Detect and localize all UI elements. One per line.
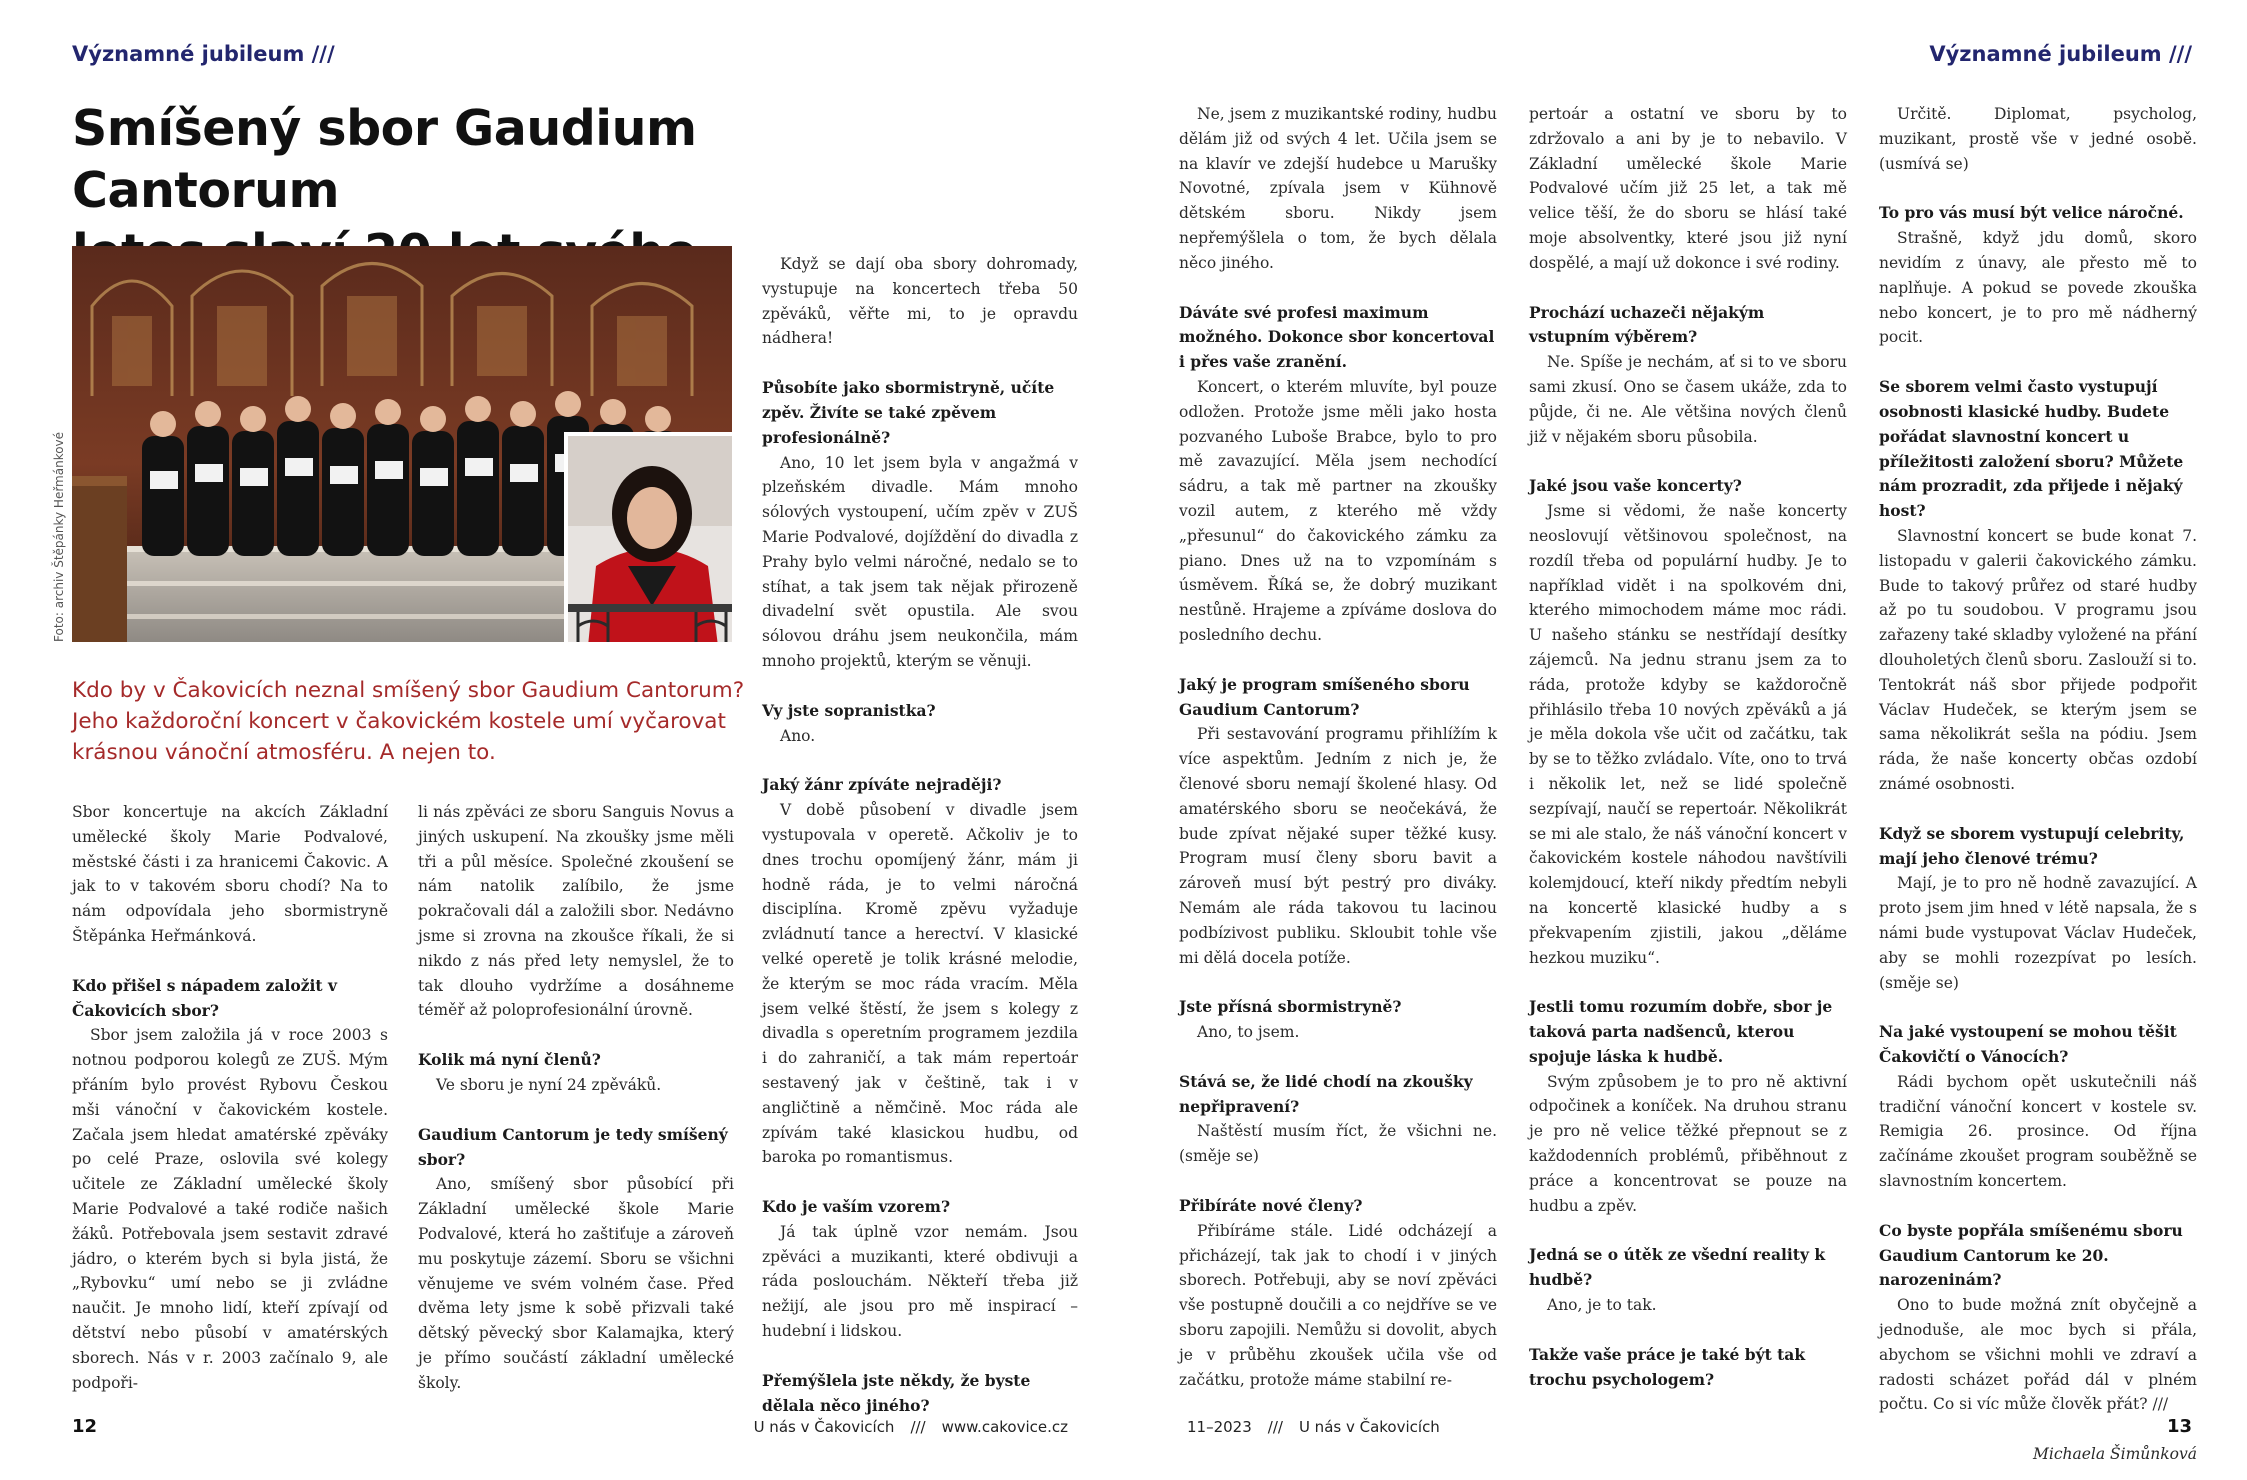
author-signature: Michaela Šimůnková <box>2033 1445 2197 1464</box>
footer-issue: 11–2023 <box>1187 1418 1252 1436</box>
interview-paragraph: Slavnostní koncert se bude konat 7. listopadu v galerii čakovického zámku. Bude to takový průřez od staré hudby až po tu soudobou. V programu jsou zařazeny také skladby vyložené na přání dlouholetých členů sboru. Zaslouží si to. Tentokrát náš sbor přijede podpořit Václav Hudeček, se kterým jsem se sama několikrát sešla na pódiu. Jsem ráda, že naše koncerty občas ozdobí známé osobnosti. <box>1879 526 2197 793</box>
interview-question: Jste přísná sbormistryně? <box>1179 997 1402 1017</box>
interview-paragraph: Strašně, když jdu domů, skoro nevidím z únavy, ale přesto mě to naplňuje. A pokud se povede zkouška nebo koncert, je to pro mě nádherný pocit. <box>1879 229 2197 347</box>
interview-paragraph: Ano, 10 let jsem byla v angažmá v plzeňském divadle. Mám mnoho sólových vystoupení, učím zpěv v ZUŠ Marie Podvalové, dojíždění do divadla z Prahy bylo velmi náročné, nedalo se to stíhat, a tak jsem tak nějak přirozeně divadelní svět opustila. Ale svou sólovou dráhu jsem neukončila, mám mnoho projektů, kterým se věnuji. <box>762 453 1078 670</box>
conductor-portrait <box>564 432 732 642</box>
footer-right <box>1179 1418 1448 1436</box>
interview-question: Kolik má nyní členů? <box>418 1050 601 1070</box>
interview-question: Působíte jako sbormistryně, učíte zpěv. Živíte se také zpěvem profesionálně? <box>762 378 1055 447</box>
text-column-4 <box>1179 102 1497 1392</box>
interview-question: Jedná se o útěk ze všední reality k hudbě? <box>1529 1245 1826 1290</box>
interview-question: Co byste popřála smíšenému sboru Gaudium Cantorum ke 20. narozeninám? <box>1879 1220 2183 1290</box>
text-column-5 <box>1529 102 1847 1392</box>
conductor-portrait-illustration <box>568 436 732 642</box>
interview-question: Takže vaše práce je také být tak trochu psychologem? <box>1529 1344 1806 1389</box>
footer-separator-left: /// <box>910 1418 926 1436</box>
interview-paragraph: Ve sboru je nyní 24 zpěváků. <box>436 1075 662 1094</box>
interview-paragraph: Při sestavování programu přihlížím k více aspektům. Jedním z nich je, že členové sboru nemají školené hlasy. Od amatérského sboru se neočekává, že bude zpívat nějaké super těžké kusy. Program musí členy sboru bavit a zároveň musí být pestrý pro diváky. Nemám ale ráda takovou tu lacinou podbízivost publiku. Skloubit tohle vše mi dělá docela potíže. <box>1179 725 1497 967</box>
interview-paragraph: V době působení v divadle jsem vystupovala v operetě. Ačkoliv je to dnes trochu opomíjený žánr, mám ji hodně ráda, je to velmi náročná disciplína. Kromě zpěvu vyžaduje zvládnutí tance a herectví. V klasické velké operetě je tolik krásné melodie, že kterým se moc ráda vracím. Měla jsem velké štěstí, že jsem s kolegy z divadla s operetním programem jezdila i do zahraničí, a tak mám repertoár sestavený jak v češtině, tak i v angličtině a němčině. Moc ráda ale zpívám také klasickou hudbu, od baroka po romantismus. <box>762 801 1078 1167</box>
interview-question: Stává se, že lidé chodí na zkoušky nepřipravení? <box>1179 1071 1473 1116</box>
page-number-left: 12 <box>72 1416 98 1437</box>
interview-paragraph: Ne, jsem z muzikantské rodiny, hudbu dělám již od svých 4 let. Učila jsem se na klavír ve zdejší hudebce u Marušky Novotné, zpívala jsem v Kühnově dětském sboru. Nikdy jsem nepřemýšlela o tom, že bych dělala něco jiného. <box>1179 105 1497 272</box>
interview-paragraph: Jsme si vědomi, že naše koncerty neoslovují většinovou společnost, na rozdíl třeba od populární hudby. Je to například vidět i na spolkovém dni, kterého mimochodem máme moc rádi. U našeho stánku se nestřídají desítky zájemců. Na jednu stranu jsem za to ráda, protože kdyby se každoročně přihlásilo třeba 10 nových zpěváků a já je měla dokola vše učit od začátku, tak by se to těžko zvládalo. Víte, ono to trvá i několik let, než se lidé společně sezpívají, naučí se repertoár. Několikrát se mi ale stalo, že náš vánoční koncert v čakovickém kostele náhodou navštívili kolemjdoucí, kteří nikdy předtím nebyli na koncertě klasické hudby a s překvapením zjistili, jakou „děláme hezkou muziku“. <box>1529 502 1847 967</box>
interview-question: Když se sborem vystupují celebrity, mají jeho členové trému? <box>1879 823 2185 868</box>
title-line-1: Smíšený sbor Gaudium Cantorum <box>72 100 697 219</box>
interview-question: Na jaké vystoupení se mohou těšit Čakovičtí o Vánocích? <box>1879 1022 2177 1067</box>
interview-paragraph: Já tak úplně vzor nemám. Jsou zpěváci a muzikanti, které obdivuji a ráda poslouchám. Někteří třeba již nežijí, ale jsou pro mě inspirací – hudební i lidskou. <box>762 1222 1078 1341</box>
right-page <box>1124 0 2247 1480</box>
text-column-2 <box>418 800 734 1396</box>
footer-left <box>746 1418 1076 1436</box>
interview-question: Přibíráte nové členy? <box>1179 1196 1363 1216</box>
photo-credit: Foto: archiv Štěpánky Heřmánkové <box>52 431 66 642</box>
footer-separator-right: /// <box>1267 1418 1283 1436</box>
footer-publication-right: U nás v Čakovicích <box>1298 1418 1440 1436</box>
interview-paragraph: Když se dají oba sbory dohromady, vystupuje na koncertech třeba 50 zpěváků, věřte mi, to je opravdu nádhera! <box>762 255 1078 348</box>
interview-paragraph: Ano, smíšený sbor působící při Základní umělecké škole Marie Podvalové, která ho zaštiťuje a zároveň mu poskytuje zázemí. Sboru se všichni věnujeme ve svém volném čase. Před dvěma lety jsme k sobě přizvali také dětský pěvecký sbor Kalamajka, který je přímo součástí základní umělecké školy. <box>418 1175 734 1392</box>
interview-question: Gaudium Cantorum je tedy smíšený sbor? <box>418 1124 728 1169</box>
interview-paragraph: Ne. Spíše je nechám, ať si to ve sboru sami zkusí. Ono se časem ukáže, zda to půjde, či ne. Ale většina nových členů již v nějakém sboru působila. <box>1529 353 1847 446</box>
interview-question: Dáváte své profesi maximum možného. Dokonce sbor koncertoval i přes vaše zranění. <box>1179 302 1495 372</box>
left-page <box>0 0 1123 1480</box>
text-column-3 <box>762 252 1078 1418</box>
interview-paragraph: Určitě. Diplomat, psycholog, muzikant, prostě vše v jedné osobě. (usmívá se) <box>1879 105 2197 173</box>
interview-paragraph: li nás zpěváci ze sboru Sanguis Novus a jiných uskupení. Na zkoušky jsme měli tři a půl měsíce. Společné zkoušení se nám natolik zalíbilo, že jsme pokračovali dál a založili sbor. Nedávno jsme si zrovna na zkoušce říkali, že si nikdo z nás před lety nemyslel, že to tak dlouho vydržíme a dosáhneme téměř až poloprofesionální úrovně. <box>418 803 734 1020</box>
text-column-6 <box>1879 102 2197 1467</box>
interview-question: Jaký je program smíšeného sboru Gaudium Cantorum? <box>1179 674 1470 719</box>
interview-question: Kdo je vaším vzorem? <box>762 1197 951 1217</box>
interview-question: Vy jste sopranistka? <box>762 700 936 720</box>
page-number-right: 13 <box>2166 1416 2192 1437</box>
footer-publication-left: U nás v Čakovicích <box>753 1418 895 1436</box>
interview-paragraph: Přibíráme stále. Lidé odcházejí a přicházejí, tak jak to chodí i v jiných sborech. Potřebuji, aby se noví zpěváci vše postupně doučili a co nejdříve se ve sboru zapojili. Nemůžu si dovolit, abych je v průběhu zkoušek učila vše od začátku, protože máme stabilní re- <box>1179 1221 1497 1389</box>
interview-paragraph: Sbor koncertuje na akcích Základní umělecké školy Marie Podvalové, městské části i za hranicemi Čakovic. A jak to v takovém sboru chodí? Na to nám odpovídala jeho sbormistryně Štěpánka Heřmánková. <box>72 803 388 945</box>
interview-question: Přemýšlela jste někdy, že byste dělala něco jiného? <box>762 1370 1031 1415</box>
text-column-1 <box>72 800 388 1395</box>
interview-question: Prochází uchazeči nějakým vstupním výběrem? <box>1529 302 1765 347</box>
interview-paragraph: Naštěstí musím říct, že všichni ne. (směje se) <box>1179 1122 1497 1166</box>
footer-website[interactable]: www.cakovice.cz <box>941 1418 1068 1436</box>
interview-paragraph: Ano, je to tak. <box>1547 1296 1657 1315</box>
interview-paragraph: Sbor jsem založila já v roce 2003 s notnou podporou kolegů ze ZUŠ. Mým přáním bylo provést Rybovu Českou mši vánoční v čakovickém kostele. Začala jsem hledat amatérské zpěváky po celé Praze, oslovila své kolegy učitele ze Základní umělecké školy Marie Podvalové a také rodiče našich žáků. Potřebovala jsem sestavit zdravé jádro, o kterém bych si byla jistá, že „Rybovku“ umí nebo se ji zvládne naučit. Je mnoho lidí, kteří zpívají od dětství nebo působí v amatérských sborech. Nás v r. 2003 začínalo 9, ale podpoři- <box>72 1026 388 1392</box>
interview-question: To pro vás musí být velice náročné. <box>1879 203 2184 223</box>
interview-paragraph: Ano, to jsem. <box>1197 1023 1300 1042</box>
interview-paragraph: Koncert, o kterém mluvíte, byl pouze odložen. Protože jsme měli jako hosta pozvaného Luboše Brabce, bylo to pro mě zavazující. Měla jsem nechodící sádru, a tak mě partner na zkoušky vozil autem, z kterého mě vždy „přesunul“ do čakovického zámku za piano. Dnes už na to vzpomínám s úsměvem. Říká se, že dobrý muzikant nestůně. Hrajeme a zpíváme doslova do posledního dechu. <box>1179 377 1497 644</box>
interview-paragraph: Svým způsobem je to pro ně aktivní odpočinek a koníček. Na druhou stranu je pro ně velice těžké přepnout se z každodenních problémů, přiběhnout z práce a koncentrovat se pouze na hudbu a zpěv. <box>1529 1072 1847 1215</box>
interview-question: Jestli tomu rozumím dobře, sbor je taková parta nadšenců, kterou spojuje láska k hudbě. <box>1529 997 1833 1066</box>
section-rubric-left: Významné jubileum /// <box>72 42 335 66</box>
interview-question: Kdo přišel s nápadem založit v Čakovicích sbor? <box>72 975 337 1020</box>
section-rubric-right: Významné jubileum /// <box>1929 42 2192 66</box>
interview-question: Jaké jsou vaše koncerty? <box>1529 476 1742 496</box>
interview-paragraph: pertoár a ostatní ve sboru by to zdržovalo a ani by je to nebavilo. V Základní umělecké škole Marie Podvalové učím již 25 let, a tak mě velice těší, že do sboru se hlásí také moje absolventky, které jsou již nyní dospělé, a mají už dokonce i své rodiny. <box>1529 105 1847 272</box>
interview-paragraph: Ono to bude možná znít obyčejně a jednoduše, ale moc bych si přála, abychom se všichni mohli ve zdraví a radosti scházet pořád dál v plném počtu. Co si víc může člověk přát? /// <box>1879 1296 2197 1414</box>
interview-paragraph: Ano. <box>780 726 816 745</box>
interview-paragraph: Mají, je to pro ně hodně zavazující. A proto jsem jim hned v létě napsala, že s námi bude vystupovat Václav Hudeček, aby se mohli rozezpívat po lesích. (směje se) <box>1879 874 2197 992</box>
interview-question: Jaký žánr zpíváte nejraději? <box>762 775 1002 795</box>
interview-question: Se sborem velmi často vystupují osobnosti klasické hudby. Budete pořádat slavnostní koncert u příležitosti založení sboru? Můžete nám prozradit, zda přijede i nějaký host? <box>1879 377 2184 521</box>
article-lead: Kdo by v Čakovicích neznal smíšený sbor Gaudium Cantorum? Jeho každoroční koncert v čakovickém kostele umí vyčarovat krásnou vánoční atmosféru. A nejen to. <box>72 678 745 765</box>
interview-paragraph: Rádi bychom opět uskutečnili náš tradiční vánoční koncert v kostele sv. Remigia 26. prosince. Od října začínáme zkoušet program souběžně se slavnostním koncertem. <box>1879 1072 2197 1191</box>
